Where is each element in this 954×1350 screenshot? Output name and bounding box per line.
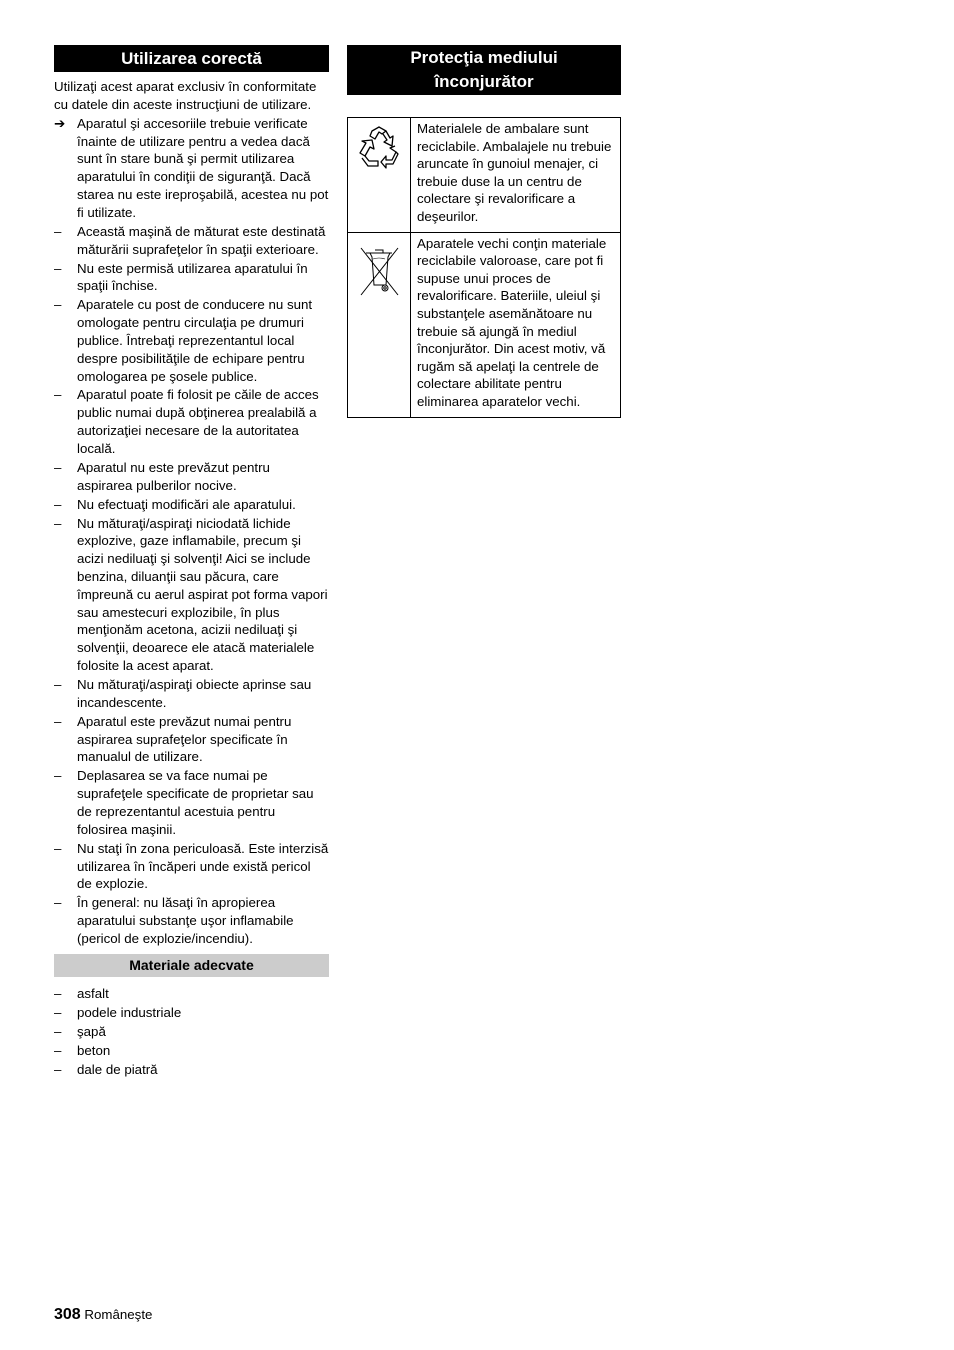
list-item: – Această maşină de măturat este destinată măturării suprafeţelor în spaţii exterioare. xyxy=(54,223,326,257)
list-item: – şapă xyxy=(54,1023,106,1039)
intro-text: Utilizaţi acest aparat exclusiv în conformitate cu datele din aceste instrucţiuni de utilizare. xyxy=(54,79,317,112)
dash-bullet: – xyxy=(54,713,62,729)
section-title-correct-use: Utilizarea corectă xyxy=(54,45,329,72)
dash-bullet: – xyxy=(54,515,62,531)
recycle-text: Materialele de ambalare sunt reciclabile. Ambalajele nu trebuie aruncate în gunoiul menajer, ci trebuie duse la un centru de colectare şi revalorificare a deşeurilor. xyxy=(411,118,621,233)
list-item: – Nu măturaţi/aspiraţi obiecte aprinse sau incandescente. xyxy=(54,676,312,710)
icon-cell xyxy=(348,118,411,233)
dash-bullet: – xyxy=(54,1023,62,1039)
recycle-icon xyxy=(348,118,410,178)
list-item: – Aparatul este prevăzut numai pentru aspirarea suprafeţelor specificate în manualul de utilizare. xyxy=(54,713,292,765)
dash-bullet: – xyxy=(54,676,62,692)
section-title-line2: înconjurător xyxy=(434,72,534,91)
dash-bullet: – xyxy=(54,297,62,313)
list-item: – Nu măturaţi/aspiraţi niciodată lichide explozive, gaze inflamabile, precum şi acizi nediluaţi şi solvenţi! Aici se include benzina, diluanţii sau păcura, care împreună cu aerul aspirat pot forma vapori sau amestecuri explozibile, în plus menţionăm acetona, acizii nediluaţi şi solvenţii, deoarece ele atacă materialele folosite la acest aparat. xyxy=(54,515,328,673)
list-item: ➔ Aparatul şi accesoriile trebuie verificate înainte de utilizare pentru a vedea dacă sunt în stare bună şi permit utilizarea aparatului în condiţii de siguranţă. Dacă starea nu este ireproşabilă, acestea nu pot fi utilizate. xyxy=(54,115,329,220)
page-number: 308 xyxy=(54,1306,81,1323)
dash-bullet: – xyxy=(54,387,62,403)
left-column xyxy=(54,45,329,1078)
dash-bullet: – xyxy=(54,1061,62,1077)
icon-cell xyxy=(348,232,411,417)
section-title-line1: Protecţia mediului xyxy=(410,48,558,67)
list-item: – Deplasarea se va face numai pe suprafeţele specificate de proprietar sau de reprezentantul acestuia pentru folosirea maşinii. xyxy=(54,768,314,837)
list-item: – Aparatele cu post de conducere nu sunt omologate pentru circulaţia pe drumuri publice. Întrebaţi reprezentantul local despre posibilităţile de echipare pentru omologarea pe şosele publice. xyxy=(54,297,313,384)
table-row xyxy=(348,118,621,233)
right-column xyxy=(347,45,621,418)
list-item: – În general: nu lăsaţi în apropierea aparatului substanţe uşor inflamabile (pericol de explozie/incendiu). xyxy=(54,895,294,946)
footer-language: Româneşte xyxy=(84,1307,153,1322)
dash-bullet: – xyxy=(54,768,62,784)
usage-list xyxy=(54,115,329,948)
environment-table xyxy=(347,117,621,418)
list-item: – podele industriale xyxy=(54,1004,182,1020)
dash-bullet: – xyxy=(54,895,62,911)
dash-bullet: – xyxy=(54,260,62,276)
dash-bullet: – xyxy=(54,223,62,239)
crossed-bin-icon xyxy=(348,233,410,299)
list-item: – Aparatul nu este prevăzut pentru aspirarea pulberilor nocive. xyxy=(54,459,270,493)
subheading-materials: Materiale adecvate xyxy=(54,954,329,977)
list-item: – Nu este permisă utilizarea aparatului în spaţii închise. xyxy=(54,260,308,294)
section-title-environment xyxy=(347,45,621,95)
dash-bullet: – xyxy=(54,840,62,856)
list-item: – dale de piatră xyxy=(54,1061,158,1077)
dash-bullet: – xyxy=(54,1004,62,1020)
page-footer xyxy=(54,1306,152,1324)
table-row xyxy=(348,232,621,417)
list-item: – Nu efectuaţi modificări ale aparatului. xyxy=(54,496,296,512)
old-appliances-text: Aparatele vechi conţin materiale reciclabile valoroase, care pot fi supuse unui proces de revalorificare. Bateriile, uleiul şi substanţele asemănătoare nu trebuie să ajungă în mediul înconjurător. Din acest motiv, vă rugăm să apelaţi la centrele de colectare abilitate pentru eliminarea aparatelor vechi. xyxy=(411,232,621,417)
arrow-icon: ➔ xyxy=(54,115,66,131)
dash-bullet: – xyxy=(54,1042,62,1058)
list-item: – asfalt xyxy=(54,985,109,1001)
dash-bullet: – xyxy=(54,459,62,475)
dash-bullet: – xyxy=(54,985,62,1001)
dash-bullet: – xyxy=(54,496,62,512)
list-item: – Nu staţi în zona periculoasă. Este interzisă utilizarea în încăperi unde există pericol de explozie. xyxy=(54,840,329,892)
list-item: – beton xyxy=(54,1042,111,1058)
materials-list xyxy=(54,985,329,1079)
list-item: – Aparatul poate fi folosit pe căile de acces public numai după obţinerea prealabilă a autorizaţiei necesare de la autoritatea locală. xyxy=(54,387,319,456)
